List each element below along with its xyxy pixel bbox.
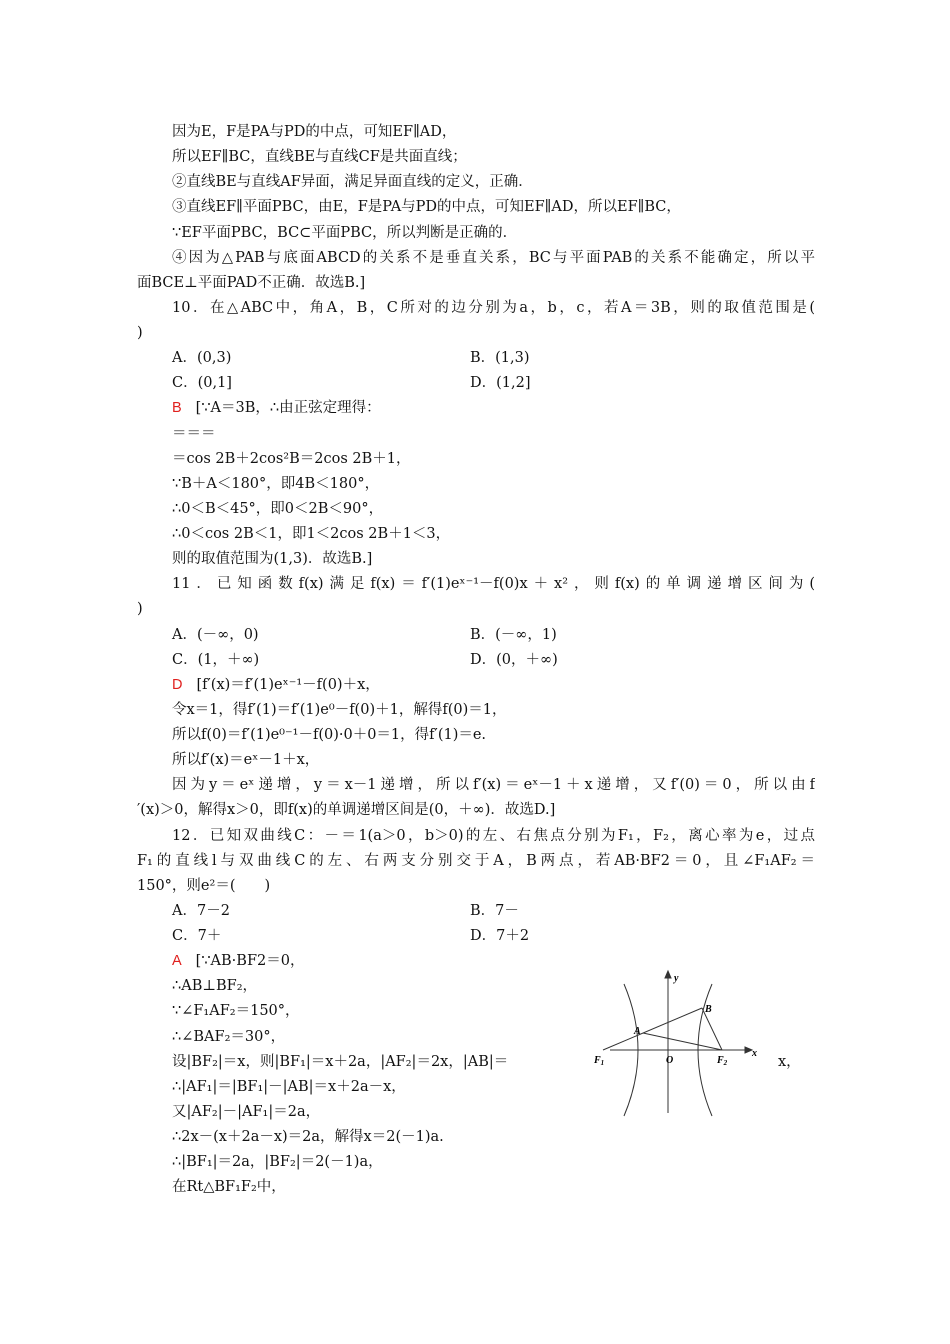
- text-line: 所以f′(x)＝eˣ－1＋x，: [172, 752, 320, 769]
- option-d: D．7＋2: [470, 928, 530, 944]
- q11-options-row1: [137, 623, 815, 648]
- question-12: 12．已知双曲线C：－＝1(a＞0，b＞0)的左、右焦点分别为F₁，F₂，离心率为e，过点: [172, 827, 815, 844]
- text-line: ②直线BE与直线AF异面，满足异面直线的定义，正确．: [172, 174, 533, 191]
- hyperbola-figure: [590, 968, 770, 1123]
- text-line: ∴∠BAF₂＝30°，: [172, 1028, 286, 1045]
- question-11: 11．已知函数f(x)满足f(x)＝f′(1)eˣ⁻¹－f(0)x＋x²，则f(x)的单调递增区间为(: [172, 576, 815, 593]
- text-line: 150°，则e²＝( ): [137, 877, 271, 894]
- label-f2: $F_2$: [717, 1055, 728, 1067]
- option-a: A．7－2: [172, 902, 230, 919]
- text-line: ∴|AF₁|＝|BF₁|－|AB|＝x＋2a－x，: [172, 1078, 406, 1095]
- text-line: 设|BF₂|＝x，则|BF₁|＝x＋2a，|AF₂|＝2x，|AB|＝: [172, 1053, 509, 1070]
- text-line: ∵B＋A＜180°，即4B＜180°，: [172, 475, 380, 492]
- q12-options-row1: [137, 899, 815, 924]
- line-f1-b: [603, 1008, 702, 1050]
- text-line-tail: x，: [778, 1053, 801, 1070]
- option-c: C．7＋: [172, 928, 222, 944]
- text-line: ∵EF平面PBC，BC⊂平面PBC，所以判断是正确的．: [172, 224, 518, 241]
- text-line: ∴0＜cos 2B＜1，即1＜2cos 2B＋1＜3，: [172, 526, 451, 542]
- text-line: 又|AF₂|－|AF₁|＝2a，: [172, 1103, 321, 1120]
- text-line: ): [137, 601, 143, 618]
- q12-options-row2: [137, 924, 815, 949]
- text-line: ′(x)＞0，解得x＞0，即f(x)的单调递增区间是(0，＋∞)．故选D.]: [137, 802, 556, 819]
- text-line: ∵∠F₁AF₂＝150°，: [172, 1003, 300, 1020]
- option-a: A．(－∞，0): [172, 626, 259, 643]
- x-axis-arrow: [745, 1047, 752, 1053]
- q10-options-row1: [137, 346, 815, 371]
- label-y: y: [674, 973, 679, 984]
- text-line: [∵AB·BF2＝0，: [195, 953, 305, 970]
- text-line: 所以EF∥BC，直线BE与直线CF是共面直线；: [172, 149, 467, 166]
- text-line: F₁的直线l与双曲线C的左、右两支分别交于A，B两点，若AB·BF2＝0，且∠F₁AF₂＝: [137, 852, 815, 869]
- text-line: ∴0＜B＜45°，即0＜2B＜90°，: [172, 500, 384, 517]
- option-b: B．(1,3): [470, 350, 530, 367]
- text-line: ＝cos 2B＋2cos²B＝2cos 2B＋1，: [172, 450, 411, 467]
- text-line: ∴AB⊥BF₂，: [172, 978, 258, 995]
- question-10: 10．在△ABC中，角A，B，C所对的边分别为a，b，c，若A＝3B，则的取值范围是(: [172, 299, 815, 316]
- text-line: ③直线EF∥平面PBC，由E，F是PA与PD的中点，可知EF∥AD，所以EF∥BC，: [172, 199, 681, 216]
- text-line: 面BCE⊥平面PAD不正确．故选B.]: [137, 274, 366, 291]
- option-b: B．7－: [470, 902, 519, 919]
- text-line: ＝＝＝: [172, 425, 216, 442]
- option-d: D．(0，＋∞): [470, 651, 558, 668]
- answer-letter: B: [172, 400, 182, 417]
- text-line: ∴2x－(x＋2a－x)＝2a，解得x＝2(－1)a.: [172, 1129, 444, 1145]
- text-line: 则的取值范围为(1,3)．故选B.]: [172, 551, 373, 568]
- q10-options-row2: [137, 371, 815, 396]
- text-line: [∵A＝3B，∴由正弦定理得：: [195, 400, 381, 417]
- label-a: A: [634, 1026, 641, 1037]
- answer-line: [137, 673, 815, 698]
- option-a: A．(0,3): [172, 350, 232, 367]
- label-b: B: [705, 1004, 712, 1015]
- option-c: C．(1，＋∞): [172, 651, 260, 668]
- text-line: [f′(x)＝f′(1)eˣ⁻¹－f(0)＋x，: [196, 676, 380, 693]
- answer-letter: A: [172, 953, 182, 970]
- text-line: 令x＝1，得f′(1)＝f′(1)e⁰－f(0)＋1，解得f(0)＝1，: [172, 701, 507, 718]
- line-a-f2: [643, 1033, 722, 1050]
- label-x: x: [752, 1048, 757, 1059]
- text-line: 在Rt△BF₁F₂中，: [172, 1179, 286, 1196]
- text-line: ∴|BF₁|＝2a，|BF₂|＝2(－1)a，: [172, 1154, 383, 1171]
- answer-letter: D: [172, 676, 183, 693]
- text-line: 因为y＝eˣ递增，y＝x－1递增，所以f′(x)＝eˣ－1＋x递增，又f′(0)＝0，所以由f: [172, 777, 815, 794]
- option-d: D．(1,2]: [470, 375, 531, 392]
- label-o: O: [666, 1055, 674, 1066]
- label-f1: $F_1$: [594, 1055, 605, 1067]
- text-line: ): [137, 325, 143, 341]
- option-b: B．(－∞，1): [470, 626, 557, 643]
- y-axis-arrow: [665, 971, 671, 978]
- text-line: 所以f(0)＝f′(1)e⁰⁻¹－f(0)·0＋0＝1，得f′(1)＝e.: [172, 727, 487, 743]
- q11-options-row2: [137, 648, 815, 673]
- text-line: 因为E，F是PA与PD的中点，可知EF∥AD，: [172, 124, 457, 140]
- answer-line: [137, 396, 815, 421]
- option-c: C．(0,1]: [172, 375, 232, 392]
- text-line: ④因为△PAB与底面ABCD的关系不是垂直关系，BC与平面PAB的关系不能确定，所以平: [172, 249, 815, 266]
